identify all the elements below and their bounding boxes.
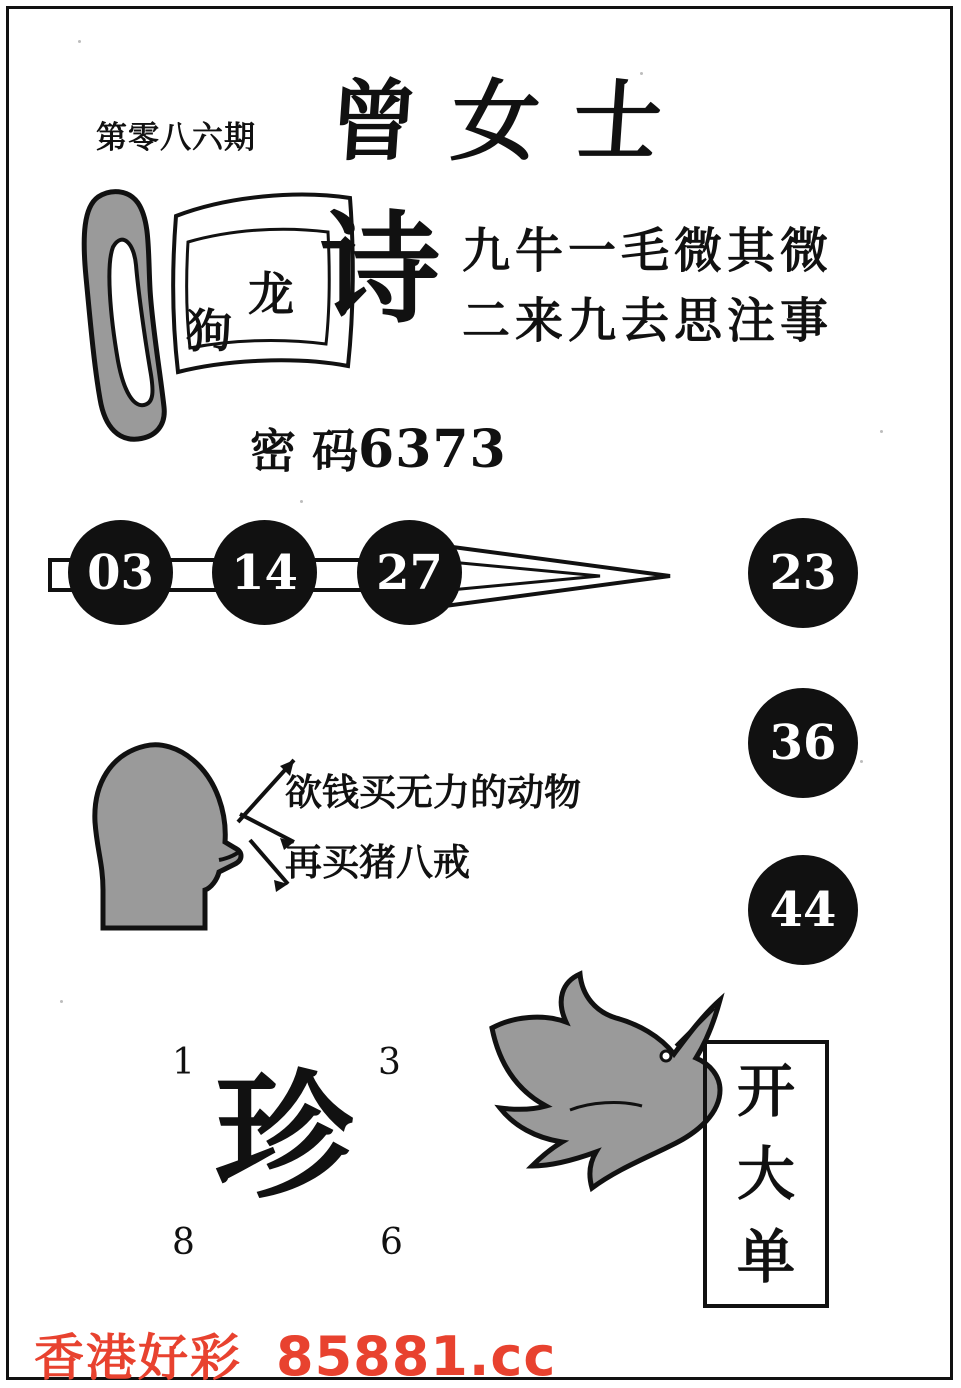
vertical-slogan-char-2: 大: [736, 1139, 795, 1208]
speech-line-2: 再买猪八戒: [285, 840, 470, 884]
poem-char-dog: 狗: [186, 304, 232, 358]
side-number-ball: 23: [748, 518, 858, 628]
poem-char-dragon: 龙: [248, 267, 294, 321]
vertical-slogan-box: [703, 1040, 829, 1308]
speck: [860, 760, 863, 763]
verse-line-1: 九牛一毛微其微: [462, 223, 834, 279]
poem-title-char: 诗: [320, 199, 440, 340]
footer-brand: 香港好彩: [34, 1328, 242, 1387]
speech-line-1: 欲钱买无力的动物: [285, 770, 581, 814]
corner-number-bottom-right: 6: [380, 1222, 403, 1263]
main-number-ball: 03: [68, 520, 173, 625]
footer: [34, 1318, 556, 1388]
corner-number-bottom-left: 8: [172, 1222, 195, 1263]
vertical-slogan-char-3: 单: [736, 1222, 795, 1291]
verse-line-2: 二来九去思注事: [462, 293, 834, 349]
password-label: 密 码: [250, 424, 359, 478]
main-number-ball: 27: [357, 520, 462, 625]
lucky-character: 珍: [215, 1055, 354, 1218]
corner-number-top-left: 1: [172, 1042, 195, 1083]
page-title: 曾女士: [325, 69, 700, 173]
side-number-ball: 36: [748, 688, 858, 798]
password-value: 6373: [358, 419, 507, 480]
vertical-slogan-char-1: 开: [736, 1057, 795, 1126]
footer-url: 85881.cc: [276, 1325, 557, 1388]
password-row: [250, 415, 507, 481]
issue-label: 第零八六期: [96, 120, 256, 156]
main-number-ball: 14: [212, 520, 317, 625]
speck: [880, 430, 883, 433]
speck: [78, 40, 81, 43]
speck: [300, 500, 303, 503]
speck: [60, 1000, 63, 1003]
side-number-ball: 44: [748, 855, 858, 965]
corner-number-top-right: 3: [378, 1042, 401, 1083]
